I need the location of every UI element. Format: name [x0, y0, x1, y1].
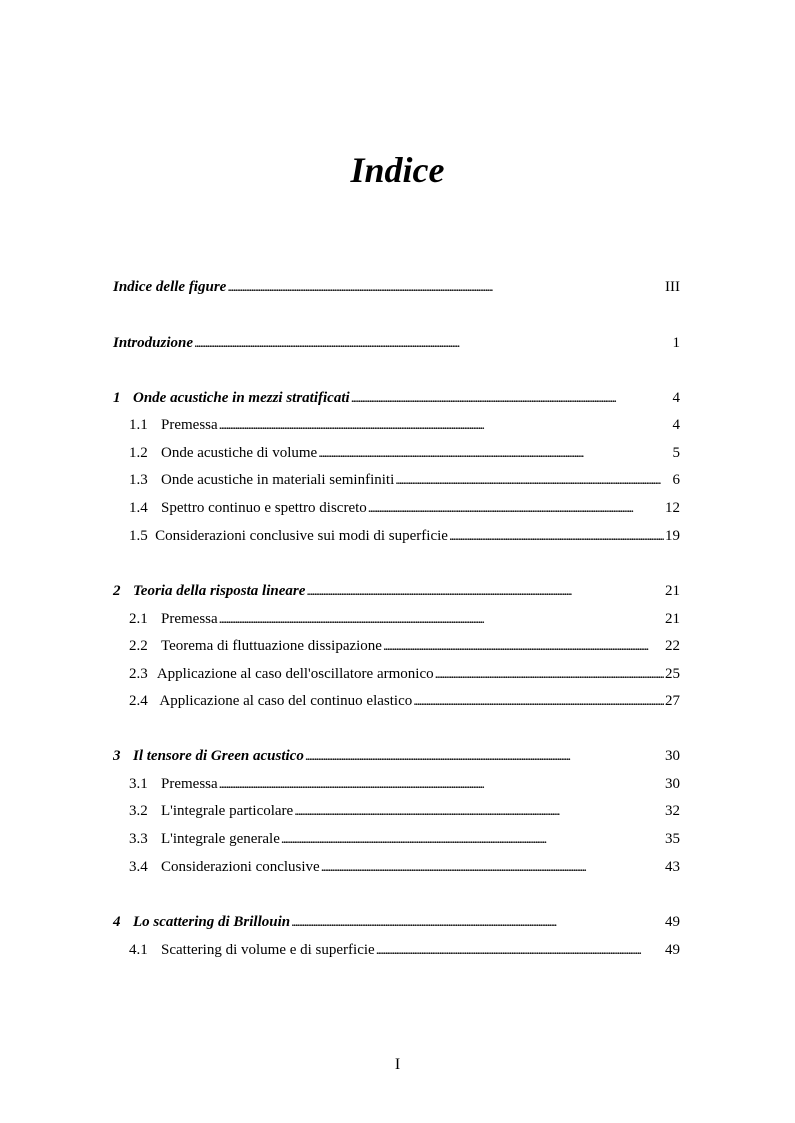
toc-entry-page: 1	[672, 335, 680, 351]
toc-entry-page: 5	[672, 445, 680, 461]
toc-entry-label: Premessa	[161, 776, 218, 792]
toc-entry-number: 3.3	[129, 831, 148, 847]
toc-section-entry[interactable]	[129, 856, 680, 878]
toc-entry-label: Teorema di fluttuazione dissipazione	[161, 638, 382, 654]
toc-entry-page: 49	[665, 914, 680, 930]
toc-entry-page: 6	[672, 472, 680, 488]
toc-section-entry[interactable]	[129, 608, 680, 630]
toc-entry-page: 21	[665, 611, 680, 627]
dot-leader	[435, 663, 664, 686]
dot-leader	[368, 497, 664, 520]
toc-entry-number: 1.5	[129, 528, 148, 544]
toc-section-entry[interactable]	[129, 773, 680, 795]
toc-entry-number: 4	[113, 914, 121, 930]
toc-entry-number: 2.2	[129, 638, 148, 654]
toc-entry-label: Onde acustiche in mezzi stratificati	[133, 390, 350, 406]
dot-leader	[383, 635, 664, 658]
toc-entry-number: 1	[113, 390, 121, 406]
toc-entry-label: Premessa	[161, 611, 218, 627]
toc-entry-label: Onde acustiche in materiali seminfiniti	[161, 472, 395, 488]
toc-entry-number: 1.1	[129, 417, 148, 433]
toc-entry-page: 43	[665, 859, 680, 875]
dot-leader	[321, 856, 664, 879]
dot-leader	[413, 690, 664, 713]
toc-entry-number: 2	[113, 583, 121, 599]
toc-section-entry[interactable]	[129, 469, 680, 491]
toc-entry-number: 2.4	[129, 693, 148, 709]
dot-leader	[306, 580, 664, 603]
toc-entry-label: Applicazione al caso del continuo elastico	[159, 693, 413, 709]
toc-chapter-entry[interactable]	[113, 580, 680, 602]
dot-leader	[194, 332, 671, 355]
dot-leader	[294, 800, 664, 823]
toc-section-entry[interactable]	[129, 525, 680, 547]
toc-section-entry[interactable]	[129, 442, 680, 464]
toc-entry-page: 4	[672, 417, 680, 433]
toc-entry-number: 3.1	[129, 776, 148, 792]
page-title: Indice	[350, 150, 445, 190]
toc-entry-label: Scattering di volume e di superficie	[161, 942, 375, 958]
dot-leader	[219, 608, 664, 631]
toc-front-entry[interactable]	[113, 276, 680, 298]
toc-entry-number: 3.4	[129, 859, 148, 875]
toc-entry-number: 1.4	[129, 500, 148, 516]
dot-leader	[219, 414, 672, 437]
dot-leader	[227, 276, 664, 299]
toc-entry-label: L'integrale particolare	[161, 803, 294, 819]
toc-entry-label: Considerazioni conclusive sui modi di superficie	[155, 528, 448, 544]
toc-entry-page: 32	[665, 803, 680, 819]
toc-entry-page: 19	[665, 528, 680, 544]
dot-leader	[219, 773, 664, 796]
toc-entry-page: 12	[665, 500, 680, 516]
toc-entry-page: III	[665, 279, 680, 295]
toc-entry-number: 1.3	[129, 472, 148, 488]
toc-entry-label: Teoria della risposta lineare	[133, 583, 306, 599]
toc-entry-page: 22	[665, 638, 680, 654]
toc-entry-number: 2.3	[129, 666, 148, 682]
toc-entry-page: 30	[665, 748, 680, 764]
toc-entry-label: Onde acustiche di volume	[161, 445, 318, 461]
toc-entry-label: L'integrale generale	[161, 831, 280, 847]
toc-entry-label: Il tensore di Green acustico	[133, 748, 304, 764]
dot-leader	[395, 469, 671, 492]
toc-entry-label: Applicazione al caso dell'oscillatore armonico	[156, 666, 434, 682]
dot-leader	[449, 525, 664, 548]
toc-entry-number: 1.2	[129, 445, 148, 461]
toc-entry-label: Lo scattering di Brillouin	[133, 914, 291, 930]
toc-entry-page: 27	[665, 693, 680, 709]
toc-chapter-entry[interactable]	[113, 745, 680, 767]
toc-front-entry[interactable]	[113, 332, 680, 354]
toc-entry-number: 2.1	[129, 611, 148, 627]
toc-section-entry[interactable]	[129, 939, 680, 961]
toc-section-entry[interactable]	[129, 497, 680, 519]
dot-leader	[351, 387, 672, 410]
toc-section-entry[interactable]	[129, 635, 680, 657]
toc-entry-label: Premessa	[161, 417, 218, 433]
toc-entry-page: 35	[665, 831, 680, 847]
toc-section-entry[interactable]	[129, 414, 680, 436]
toc-section-entry[interactable]	[129, 690, 680, 712]
dot-leader	[376, 939, 664, 962]
toc-section-entry[interactable]	[129, 663, 680, 685]
toc-chapter-entry[interactable]	[113, 911, 680, 933]
toc-entry-page: 21	[665, 583, 680, 599]
toc-entry-label: Spettro continuo e spettro discreto	[161, 500, 367, 516]
page-number: I	[394, 1056, 401, 1073]
toc-entry-page: 30	[665, 776, 680, 792]
toc-entry-number: 3.2	[129, 803, 148, 819]
dot-leader	[281, 828, 664, 851]
toc-entry-page: 49	[665, 942, 680, 958]
toc-entry-page: 4	[672, 390, 680, 406]
toc-chapter-entry[interactable]	[113, 387, 680, 409]
toc-section-entry[interactable]	[129, 800, 680, 822]
dot-leader	[318, 442, 671, 465]
dot-leader	[291, 911, 664, 934]
toc-section-entry[interactable]	[129, 828, 680, 850]
toc-entry-label: Indice delle figure	[113, 279, 227, 295]
toc-entry-number: 4.1	[129, 942, 148, 958]
toc-entry-number: 3	[113, 748, 121, 764]
dot-leader	[305, 745, 664, 768]
toc-entry-label: Introduzione	[113, 335, 194, 351]
toc-entry-page: 25	[665, 666, 680, 682]
toc-entry-label: Considerazioni conclusive	[161, 859, 320, 875]
